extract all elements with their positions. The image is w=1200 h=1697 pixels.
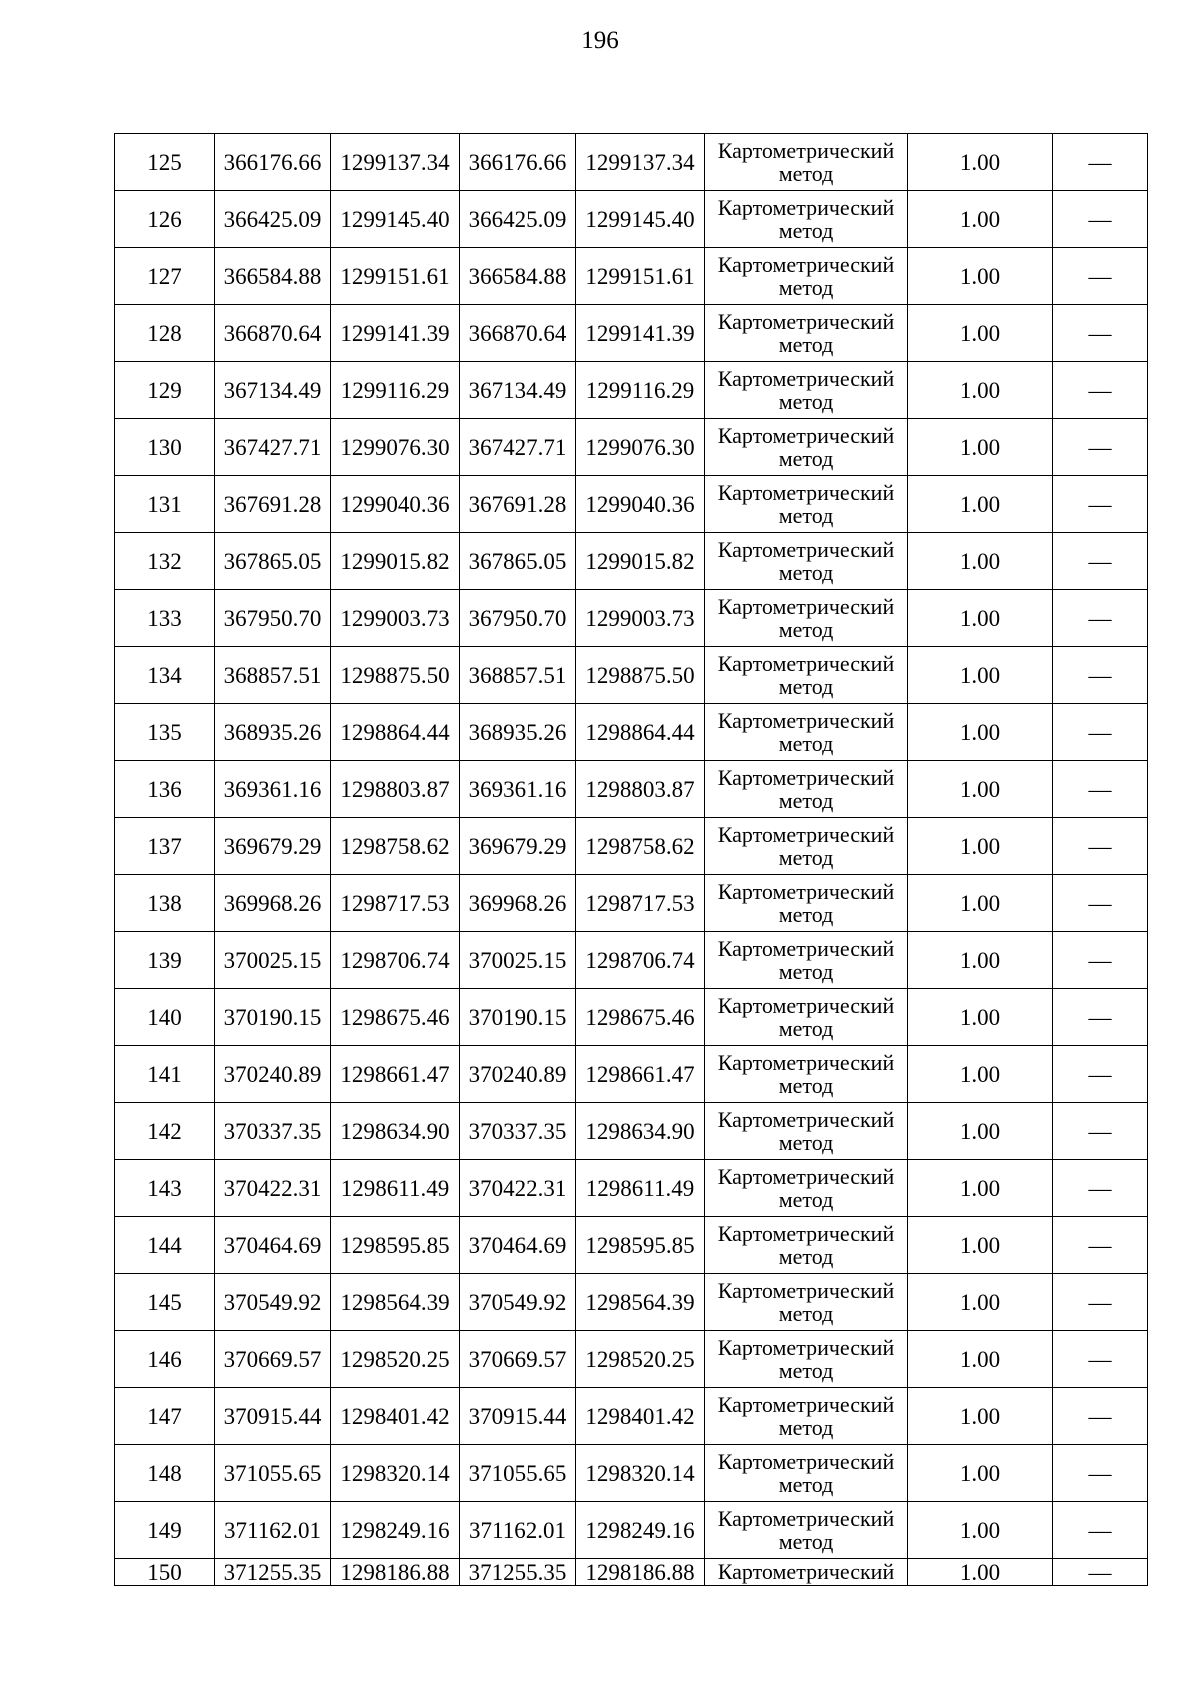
cell-x-existing: 367691.28 (215, 476, 331, 533)
method-line: метод (778, 446, 834, 471)
cell-y-existing: 1298520.25 (331, 1331, 460, 1388)
cell-method (705, 1103, 908, 1160)
method-line: Картометрический (717, 1392, 895, 1417)
cell-y-existing: 1298249.16 (331, 1502, 460, 1559)
cell-y-existing: 1299003.73 (331, 590, 460, 647)
cell-note: — (1053, 1502, 1148, 1559)
cell-y-new: 1299141.39 (576, 305, 705, 362)
cell-method (705, 818, 908, 875)
cell-method (705, 533, 908, 590)
cell-x-existing: 366176.66 (215, 134, 331, 191)
cell-note: — (1053, 818, 1148, 875)
cell-accuracy: 1.00 (908, 1046, 1053, 1103)
cell-method (705, 1388, 908, 1445)
cell-accuracy: 1.00 (908, 1445, 1053, 1502)
table-row (115, 1046, 1148, 1103)
cell-x-existing: 366584.88 (215, 248, 331, 305)
cell-y-new: 1298564.39 (576, 1274, 705, 1331)
cell-method (705, 1217, 908, 1274)
cell-accuracy: 1.00 (908, 248, 1053, 305)
method-line: Картометрический (717, 594, 895, 619)
cell-method (705, 419, 908, 476)
cell-x-new: 367865.05 (460, 533, 576, 590)
cell-y-existing: 1298564.39 (331, 1274, 460, 1331)
cell-y-existing: 1298661.47 (331, 1046, 460, 1103)
cell-y-existing: 1298320.14 (331, 1445, 460, 1502)
cell-point-number: 139 (115, 932, 215, 989)
cell-x-existing: 366425.09 (215, 191, 331, 248)
cell-x-existing: 366870.64 (215, 305, 331, 362)
cell-point-number: 150 (115, 1559, 215, 1586)
table-row (115, 932, 1148, 989)
method-line: Картометрический (717, 822, 895, 847)
table-row (115, 1445, 1148, 1502)
method-line: Картометрический (717, 480, 895, 505)
cell-point-number: 141 (115, 1046, 215, 1103)
table-row (115, 134, 1148, 191)
cell-y-new: 1299151.61 (576, 248, 705, 305)
cell-point-number: 130 (115, 419, 215, 476)
cell-point-number: 149 (115, 1502, 215, 1559)
method-line: метод (778, 1130, 834, 1155)
cell-accuracy: 1.00 (908, 590, 1053, 647)
cell-y-existing: 1299015.82 (331, 533, 460, 590)
method-line: метод (778, 845, 834, 870)
table-row (115, 248, 1148, 305)
cell-x-existing: 367950.70 (215, 590, 331, 647)
table-row (115, 590, 1148, 647)
cell-x-existing: 369679.29 (215, 818, 331, 875)
cell-note: — (1053, 1046, 1148, 1103)
cell-y-existing: 1298634.90 (331, 1103, 460, 1160)
cell-y-new: 1298611.49 (576, 1160, 705, 1217)
cell-method (705, 989, 908, 1046)
cell-accuracy: 1.00 (908, 818, 1053, 875)
method-line: метод (778, 560, 834, 585)
method-line: метод (778, 1244, 834, 1269)
cell-note: — (1053, 362, 1148, 419)
cell-x-new: 367950.70 (460, 590, 576, 647)
cell-y-existing: 1299137.34 (331, 134, 460, 191)
cell-method (705, 1445, 908, 1502)
cell-point-number: 132 (115, 533, 215, 590)
cell-x-existing: 367427.71 (215, 419, 331, 476)
cell-x-existing: 370915.44 (215, 1388, 331, 1445)
cell-x-existing: 371055.65 (215, 1445, 331, 1502)
cell-point-number: 133 (115, 590, 215, 647)
cell-note: — (1053, 1445, 1148, 1502)
method-line: Картометрический (717, 1506, 895, 1531)
cell-note: — (1053, 134, 1148, 191)
cell-accuracy: 1.00 (908, 1331, 1053, 1388)
cell-x-new: 370240.89 (460, 1046, 576, 1103)
cell-x-new: 368857.51 (460, 647, 576, 704)
cell-y-new: 1299116.29 (576, 362, 705, 419)
method-line: метод (778, 1016, 834, 1041)
cell-x-existing: 368857.51 (215, 647, 331, 704)
cell-note: — (1053, 305, 1148, 362)
cell-note: — (1053, 1274, 1148, 1331)
cell-accuracy: 1.00 (908, 533, 1053, 590)
cell-point-number: 148 (115, 1445, 215, 1502)
cell-x-new: 370549.92 (460, 1274, 576, 1331)
cell-x-new: 367427.71 (460, 419, 576, 476)
cell-point-number: 142 (115, 1103, 215, 1160)
method-line: метод (778, 1472, 834, 1497)
method-line: метод (778, 1187, 834, 1212)
method-line: Картометрический (717, 1449, 895, 1474)
method-line: метод (778, 218, 834, 243)
cell-y-existing: 1298186.88 (331, 1559, 460, 1586)
method-line: Картометрический (717, 1559, 895, 1584)
cell-point-number: 135 (115, 704, 215, 761)
table-row (115, 704, 1148, 761)
cell-x-new: 366584.88 (460, 248, 576, 305)
method-line: метод (778, 503, 834, 528)
cell-accuracy: 1.00 (908, 191, 1053, 248)
cell-note: — (1053, 1103, 1148, 1160)
cell-x-existing: 367865.05 (215, 533, 331, 590)
cell-x-new: 369679.29 (460, 818, 576, 875)
cell-point-number: 131 (115, 476, 215, 533)
method-line: метод (778, 1073, 834, 1098)
cell-method (705, 476, 908, 533)
table-row (115, 1502, 1148, 1559)
cell-note: — (1053, 1559, 1148, 1586)
method-line: метод (778, 1358, 834, 1383)
table-row (115, 533, 1148, 590)
cell-note: — (1053, 1388, 1148, 1445)
cell-x-existing: 370669.57 (215, 1331, 331, 1388)
cell-accuracy: 1.00 (908, 704, 1053, 761)
cell-accuracy: 1.00 (908, 932, 1053, 989)
cell-y-new: 1298675.46 (576, 989, 705, 1046)
method-line: Картометрический (717, 309, 895, 334)
table-row (115, 1559, 1148, 1586)
cell-method (705, 590, 908, 647)
cell-x-existing: 371255.35 (215, 1559, 331, 1586)
method-line: Картометрический (717, 879, 895, 904)
cell-method (705, 704, 908, 761)
cell-point-number: 125 (115, 134, 215, 191)
table-row (115, 647, 1148, 704)
method-line: метод (778, 332, 834, 357)
method-line: Картометрический (717, 1107, 895, 1132)
cell-note: — (1053, 1217, 1148, 1274)
cell-y-existing: 1298803.87 (331, 761, 460, 818)
table-row (115, 419, 1148, 476)
table-row (115, 1388, 1148, 1445)
cell-x-new: 370025.15 (460, 932, 576, 989)
cell-x-new: 371055.65 (460, 1445, 576, 1502)
method-line: Картометрический (717, 1221, 895, 1246)
table-row (115, 305, 1148, 362)
cell-accuracy: 1.00 (908, 1502, 1053, 1559)
cell-x-new: 366425.09 (460, 191, 576, 248)
cell-y-new: 1298401.42 (576, 1388, 705, 1445)
method-line: Картометрический (717, 1050, 895, 1075)
cell-y-existing: 1298758.62 (331, 818, 460, 875)
cell-note: — (1053, 647, 1148, 704)
cell-y-existing: 1298706.74 (331, 932, 460, 989)
cell-y-existing: 1298675.46 (331, 989, 460, 1046)
cell-note: — (1053, 248, 1148, 305)
cell-method (705, 1274, 908, 1331)
cell-x-existing: 370240.89 (215, 1046, 331, 1103)
cell-y-new: 1298520.25 (576, 1331, 705, 1388)
cell-y-new: 1298186.88 (576, 1559, 705, 1586)
table-row (115, 476, 1148, 533)
cell-y-new: 1298803.87 (576, 761, 705, 818)
cell-accuracy: 1.00 (908, 1103, 1053, 1160)
method-line: Картометрический (717, 1278, 895, 1303)
cell-point-number: 144 (115, 1217, 215, 1274)
cell-note: — (1053, 1160, 1148, 1217)
page-number: 196 (581, 27, 619, 54)
cell-point-number: 146 (115, 1331, 215, 1388)
cell-x-new: 370337.35 (460, 1103, 576, 1160)
cell-point-number: 138 (115, 875, 215, 932)
cell-method (705, 191, 908, 248)
cell-accuracy: 1.00 (908, 989, 1053, 1046)
cell-accuracy: 1.00 (908, 305, 1053, 362)
table-row (115, 761, 1148, 818)
cell-point-number: 137 (115, 818, 215, 875)
cell-method (705, 362, 908, 419)
method-line: Картометрический (717, 423, 895, 448)
cell-y-new: 1298717.53 (576, 875, 705, 932)
cell-note: — (1053, 533, 1148, 590)
table-row (115, 362, 1148, 419)
cell-y-new: 1299003.73 (576, 590, 705, 647)
cell-x-new: 371255.35 (460, 1559, 576, 1586)
cell-y-new: 1298320.14 (576, 1445, 705, 1502)
method-line: Картометрический (717, 993, 895, 1018)
cell-y-existing: 1299116.29 (331, 362, 460, 419)
cell-accuracy: 1.00 (908, 875, 1053, 932)
cell-method (705, 134, 908, 191)
cell-method (705, 1331, 908, 1388)
cell-method (705, 248, 908, 305)
cell-y-new: 1299137.34 (576, 134, 705, 191)
cell-y-existing: 1298717.53 (331, 875, 460, 932)
method-line: метод (778, 617, 834, 642)
cell-x-new: 366870.64 (460, 305, 576, 362)
cell-y-existing: 1299040.36 (331, 476, 460, 533)
cell-method (705, 1502, 908, 1559)
table-row (115, 818, 1148, 875)
cell-accuracy: 1.00 (908, 134, 1053, 191)
method-line: метод (778, 788, 834, 813)
cell-accuracy: 1.00 (908, 1217, 1053, 1274)
cell-y-new: 1299145.40 (576, 191, 705, 248)
cell-accuracy: 1.00 (908, 419, 1053, 476)
method-line: Картометрический (717, 1335, 895, 1360)
cell-y-existing: 1298401.42 (331, 1388, 460, 1445)
cell-note: — (1053, 989, 1148, 1046)
cell-accuracy: 1.00 (908, 647, 1053, 704)
cell-accuracy: 1.00 (908, 761, 1053, 818)
cell-x-existing: 369968.26 (215, 875, 331, 932)
method-line: Картометрический (717, 1164, 895, 1189)
cell-accuracy: 1.00 (908, 362, 1053, 419)
method-line: Картометрический (717, 138, 895, 163)
table-body (115, 134, 1148, 1586)
cell-accuracy: 1.00 (908, 1388, 1053, 1445)
cell-note: — (1053, 761, 1148, 818)
cell-accuracy: 1.00 (908, 1160, 1053, 1217)
cell-y-new: 1298875.50 (576, 647, 705, 704)
cell-y-existing: 1299151.61 (331, 248, 460, 305)
table-row (115, 1217, 1148, 1274)
cell-accuracy: 1.00 (908, 476, 1053, 533)
cell-y-new: 1299040.36 (576, 476, 705, 533)
method-line: Картометрический (717, 252, 895, 277)
table-row (115, 191, 1148, 248)
cell-point-number: 147 (115, 1388, 215, 1445)
cell-point-number: 145 (115, 1274, 215, 1331)
cell-x-existing: 370422.31 (215, 1160, 331, 1217)
cell-method (705, 647, 908, 704)
cell-y-new: 1298758.62 (576, 818, 705, 875)
cell-accuracy: 1.00 (908, 1274, 1053, 1331)
cell-x-new: 367691.28 (460, 476, 576, 533)
cell-x-existing: 370190.15 (215, 989, 331, 1046)
cell-x-new: 369968.26 (460, 875, 576, 932)
method-line: Картометрический (717, 537, 895, 562)
cell-x-existing: 370464.69 (215, 1217, 331, 1274)
cell-x-existing: 370337.35 (215, 1103, 331, 1160)
cell-y-new: 1298661.47 (576, 1046, 705, 1103)
cell-x-new: 370422.31 (460, 1160, 576, 1217)
cell-note: — (1053, 191, 1148, 248)
cell-x-existing: 370549.92 (215, 1274, 331, 1331)
method-line: метод (778, 731, 834, 756)
method-line: метод (778, 1301, 834, 1326)
cell-x-new: 368935.26 (460, 704, 576, 761)
cell-note: — (1053, 704, 1148, 761)
cell-y-new: 1298864.44 (576, 704, 705, 761)
cell-x-new: 371162.01 (460, 1502, 576, 1559)
method-line: Картометрический (717, 708, 895, 733)
cell-y-existing: 1298875.50 (331, 647, 460, 704)
method-line: Картометрический (717, 366, 895, 391)
cell-method (705, 1160, 908, 1217)
cell-method (705, 1559, 908, 1586)
cell-note: — (1053, 875, 1148, 932)
method-line: метод (778, 902, 834, 927)
table-row (115, 1160, 1148, 1217)
method-line: метод (778, 1529, 834, 1554)
cell-point-number: 136 (115, 761, 215, 818)
cell-note: — (1053, 476, 1148, 533)
method-line: Картометрический (717, 765, 895, 790)
cell-method (705, 1046, 908, 1103)
cell-x-existing: 369361.16 (215, 761, 331, 818)
cell-y-existing: 1298595.85 (331, 1217, 460, 1274)
cell-point-number: 128 (115, 305, 215, 362)
cell-y-new: 1298249.16 (576, 1502, 705, 1559)
cell-x-new: 370669.57 (460, 1331, 576, 1388)
method-line: метод (778, 161, 834, 186)
cell-note: — (1053, 419, 1148, 476)
cell-y-new: 1298595.85 (576, 1217, 705, 1274)
cell-x-existing: 368935.26 (215, 704, 331, 761)
cell-x-new: 367134.49 (460, 362, 576, 419)
cell-y-existing: 1298611.49 (331, 1160, 460, 1217)
cell-method (705, 305, 908, 362)
cell-point-number: 140 (115, 989, 215, 1046)
cell-x-new: 370464.69 (460, 1217, 576, 1274)
method-line: Картометрический (717, 936, 895, 961)
cell-note: — (1053, 1331, 1148, 1388)
cell-method (705, 875, 908, 932)
cell-method (705, 761, 908, 818)
method-line: метод (778, 1415, 834, 1440)
cell-y-new: 1299015.82 (576, 533, 705, 590)
coordinates-table (114, 133, 1148, 1586)
table-row (115, 1331, 1148, 1388)
table-row (115, 1103, 1148, 1160)
cell-point-number: 143 (115, 1160, 215, 1217)
method-line: метод (778, 674, 834, 699)
cell-point-number: 129 (115, 362, 215, 419)
cell-y-new: 1298706.74 (576, 932, 705, 989)
method-line: Картометрический (717, 195, 895, 220)
cell-y-existing: 1299076.30 (331, 419, 460, 476)
cell-x-new: 369361.16 (460, 761, 576, 818)
cell-point-number: 126 (115, 191, 215, 248)
cell-note: — (1053, 932, 1148, 989)
cell-x-existing: 371162.01 (215, 1502, 331, 1559)
cell-x-new: 366176.66 (460, 134, 576, 191)
cell-y-existing: 1298864.44 (331, 704, 460, 761)
method-line: Картометрический (717, 651, 895, 676)
table-row (115, 989, 1148, 1046)
table-row (115, 875, 1148, 932)
cell-x-existing: 370025.15 (215, 932, 331, 989)
cell-y-existing: 1299145.40 (331, 191, 460, 248)
method-line: метод (778, 275, 834, 300)
cell-point-number: 134 (115, 647, 215, 704)
table-row (115, 1274, 1148, 1331)
cell-x-new: 370190.15 (460, 989, 576, 1046)
cell-y-new: 1299076.30 (576, 419, 705, 476)
cell-method (705, 932, 908, 989)
cell-note: — (1053, 590, 1148, 647)
method-line: метод (778, 389, 834, 414)
cell-accuracy: 1.00 (908, 1559, 1053, 1586)
method-line: метод (778, 959, 834, 984)
cell-point-number: 127 (115, 248, 215, 305)
cell-y-new: 1298634.90 (576, 1103, 705, 1160)
cell-x-new: 370915.44 (460, 1388, 576, 1445)
cell-x-existing: 367134.49 (215, 362, 331, 419)
cell-y-existing: 1299141.39 (331, 305, 460, 362)
